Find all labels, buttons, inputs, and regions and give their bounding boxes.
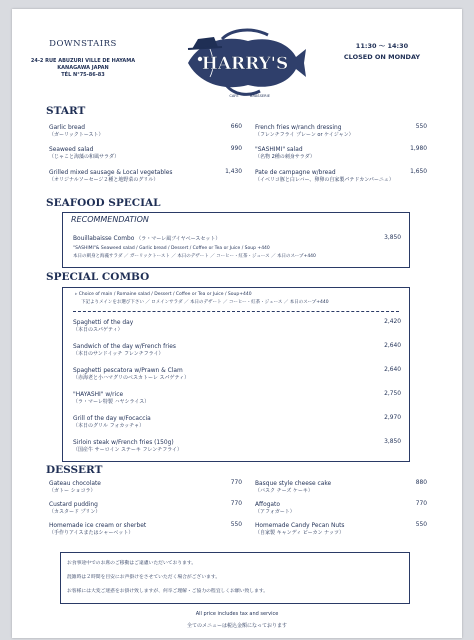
menu-item-name: Garlic bread xyxy=(49,125,85,131)
menu-item-jp: （カスタード プリン） xyxy=(49,509,101,515)
menu-item xyxy=(255,169,394,184)
menu-item xyxy=(49,146,119,161)
menu-item-price: 550 xyxy=(230,522,242,528)
menu-item-price: 2,420 xyxy=(384,319,401,325)
menu-item-price: 550 xyxy=(415,124,427,130)
section-title-start: START xyxy=(46,105,86,117)
phone-number: TÉL N°75-86-83 xyxy=(61,72,105,78)
notice-box xyxy=(60,552,410,604)
menu-item xyxy=(255,146,315,161)
menu-item-name: Grilled mixed sausage & Local vegetables xyxy=(49,170,173,176)
section-title-dessert: DESSERT xyxy=(46,464,103,476)
section-title-combo: SPECIAL COMBO xyxy=(46,271,150,283)
menu-item-jp: （自家製 キャンディ ピーカン ナッツ） xyxy=(255,530,344,536)
menu-item-name: French fries w/ranch dressing xyxy=(255,125,342,131)
menu-item-jp: （フレンチフライ プレーン or ケイジャン） xyxy=(255,132,354,138)
menu-item-price: 990 xyxy=(230,146,242,152)
notice-line: お客様には大変ご迷惑をお掛け致しますが、何卒ご理解・ご協力の程宜しくお願い致します。 xyxy=(67,589,269,594)
menu-item-name: Seaweed salad xyxy=(49,147,94,153)
logo-sub-left: CAFE xyxy=(229,94,239,98)
dashed-divider xyxy=(73,311,399,312)
header-right xyxy=(332,41,432,63)
footer-tax-note: All price includes tax and service xyxy=(195,611,279,617)
menu-item-price: 2,640 xyxy=(384,343,401,349)
menu-item-price: 550 xyxy=(415,522,427,528)
menu-item-price: 2,750 xyxy=(384,391,401,397)
combo-details-jp: 下記よりメインをお選び下さい ／ ロメインサラダ ／ 本日のデザート ／ コーヒー・紅茶・ジュース ／ 本日のスープ+440 xyxy=(81,300,329,305)
header-left xyxy=(28,39,138,79)
menu-item xyxy=(73,439,182,454)
closed-day: CLOSED ON MONDAY xyxy=(343,53,421,61)
restaurant-name: DOWNSTAIRS xyxy=(49,39,117,49)
menu-item-name: Spaghetti pescatora w/Prawn & Clam xyxy=(73,368,183,374)
menu-item-jp: （本日のグリル フォカッチャ） xyxy=(73,423,145,429)
menu-item-price: 770 xyxy=(230,501,242,507)
address-block xyxy=(28,58,138,79)
menu-item xyxy=(49,522,146,537)
menu-item-jp: （ラ・マーレ特製 ハヤシライス） xyxy=(73,399,150,405)
logo-text: HARRY'S xyxy=(201,54,289,74)
section-title-seafood: SEAFOOD SPECIAL xyxy=(46,197,161,209)
notice-line: 混雑時は２時間を目安にお声掛けをさせていただく場合がございます。 xyxy=(67,575,221,580)
menu-item-price: 770 xyxy=(230,480,242,486)
address-line-2: KANAGAWA JAPAN xyxy=(57,65,109,71)
menu-item-jp: （アフォガート） xyxy=(255,509,295,515)
menu-item-jp: （ガトー ショコラ） xyxy=(49,488,96,494)
menu-item xyxy=(73,319,133,334)
menu-item-price: 770 xyxy=(415,501,427,507)
menu-item-price: 660 xyxy=(230,124,242,130)
menu-item-name: Pate de campagne w/bread xyxy=(255,170,336,176)
menu-page xyxy=(12,9,462,638)
menu-item xyxy=(73,415,151,430)
menu-item-name: Bouillabaisse Combo （ラ・マーレ風ブイヤベースセット） xyxy=(73,236,221,242)
menu-item xyxy=(255,124,354,139)
menu-item-jp: （オリジナルソーセージ２種と地野菜のグリル） xyxy=(49,177,159,183)
menu-item-name: Grill of the day w/Focaccia xyxy=(73,416,151,422)
menu-item xyxy=(49,124,104,139)
menu-item-price: 880 xyxy=(415,480,427,486)
address-line-1: 24-2 RUE ABUZURI VILLE DE HAYAMA xyxy=(30,58,136,64)
menu-item-name: "HAYASHI" w/rice xyxy=(73,392,124,398)
combo-details-jp: 本日の刺身と海藻サラダ ／ ガーリックトースト ／ 本日のデザート ／ コーヒー・紅茶・ジュース ／ 本日のスープ+440 xyxy=(73,254,316,259)
menu-item-jp: （ガーリックトースト） xyxy=(49,132,104,138)
menu-item-jp: （本日のスパゲティ） xyxy=(73,327,123,333)
menu-item-name: Homemade ice cream or sherbet xyxy=(49,523,147,529)
menu-item-jp: （本日のサンドイッチ フレンチフライ） xyxy=(73,351,164,357)
menu-item-name: Gateau chocolate xyxy=(49,481,101,487)
combo-details-en: ▹ Choice of main / Romaine salad / Dessert / Coffee or Tea or Juice / Soup+440 xyxy=(75,292,252,297)
recommendation-box xyxy=(62,212,410,268)
menu-item xyxy=(73,343,176,358)
menu-item xyxy=(49,169,172,184)
menu-item-price: 1,430 xyxy=(225,169,242,175)
menu-item xyxy=(73,235,220,243)
menu-item-jp: （バスク チーズ ケーキ） xyxy=(255,488,313,494)
menu-item-price: 3,850 xyxy=(384,439,401,445)
menu-item-price: 2,970 xyxy=(384,415,401,421)
menu-item-name: Spaghetti of the day xyxy=(73,320,134,326)
menu-item xyxy=(73,391,149,406)
menu-item-name: Sandwich of the day w/French fries xyxy=(73,344,176,350)
menu-item-name: Sirloin steak w/French fries (150g) xyxy=(73,440,174,446)
menu-item-jp: （国産牛 サーロイン ステーキ フレンチフライ） xyxy=(73,447,183,453)
menu-item-name: "SASHIMI" salad xyxy=(255,147,303,153)
menu-item-price: 1,980 xyxy=(410,146,427,152)
menu-item xyxy=(255,501,295,516)
menu-item-jp: （名物 2種の刺身サラダ） xyxy=(255,154,315,160)
combo-box xyxy=(62,287,410,462)
menu-item-price: 1,650 xyxy=(410,169,427,175)
opening-hours: 11:30 ～ 14:30 xyxy=(355,42,409,50)
harrys-logo xyxy=(182,27,308,99)
menu-item xyxy=(49,480,101,495)
recommendation-label: RECOMMENDATION xyxy=(71,215,149,224)
menu-item xyxy=(49,501,100,516)
menu-item xyxy=(255,522,344,537)
menu-item-price: 3,850 xyxy=(384,235,401,241)
combo-details-en: "SASHIMI"& Seaweed salad / Garlic bread / Dessert / Coffee or Tea or Juice / Soup +440 xyxy=(73,246,270,251)
menu-item xyxy=(73,367,189,382)
logo-sub-right: BRASSERIE xyxy=(250,94,270,98)
menu-item-jp: （イベリコ豚と白レバー、卵卵の自家製パテドカンパーニュ） xyxy=(255,177,394,183)
menu-item xyxy=(255,480,331,495)
menu-item-name: Custard pudding xyxy=(49,502,98,508)
footer-tax-note-jp: 全てのメニューは税込金額になっております xyxy=(186,623,287,629)
menu-item-name: Basque style cheese cake xyxy=(255,481,332,487)
menu-item-jp: （手作りアイスまたはシャーベット） xyxy=(49,530,134,536)
menu-item-name: Homemade Candy Pecan Nuts xyxy=(255,523,345,529)
menu-item-price: 2,640 xyxy=(384,367,401,373)
menu-item-jp: （赤海老と小ハマグリのペスカトーレ スパゲティ） xyxy=(73,375,190,381)
notice-line: お食事途中でのお席のご移動はご遠慮いただいております。 xyxy=(67,561,197,566)
menu-item-name: Affogato xyxy=(255,502,280,508)
menu-item-jp: （じゃこと海藻の和風サラダ） xyxy=(49,154,120,160)
